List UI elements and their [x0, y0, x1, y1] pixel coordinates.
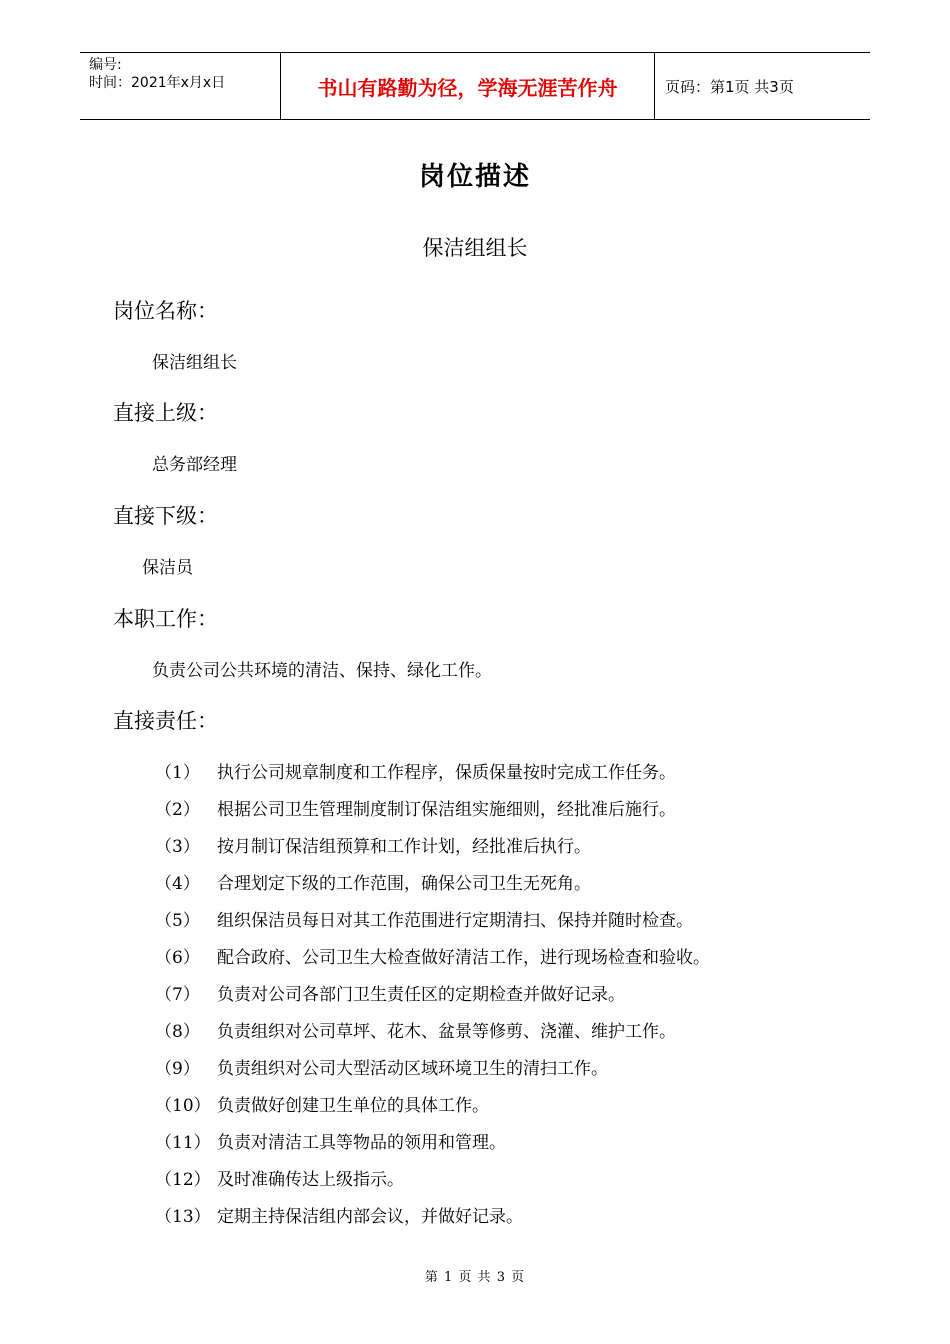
list-item — [155, 1132, 710, 1169]
list-item-text: 定期主持保洁组内部会议，并做好记录。 — [217, 1207, 523, 1227]
document-header — [80, 52, 870, 120]
serial-label: 编号: — [89, 57, 122, 73]
list-item — [155, 947, 710, 984]
list-item-text: 配合政府、公司卫生大检查做好清洁工作，进行现场检查和验收。 — [217, 948, 710, 968]
list-item-text: 合理划定下级的工作范围，确保公司卫生无死角。 — [217, 874, 591, 894]
section-heading-position-name: 岗位名称： — [113, 299, 218, 323]
time-label: 时间：2021年x月x日 — [89, 75, 226, 91]
list-item — [155, 836, 710, 873]
list-item-number: （7） — [155, 985, 200, 1005]
list-item — [155, 1095, 710, 1132]
section-heading-subordinate: 直接下级： — [113, 504, 218, 528]
list-item-number: （6） — [155, 948, 200, 968]
list-item — [155, 1169, 710, 1206]
section-body-duty: 负责公司公共环境的清洁、保持、绿化工作。 — [152, 661, 492, 681]
list-item-number: （5） — [155, 911, 200, 931]
header-page-code: 页码：第1页 共3页 — [665, 77, 794, 96]
page-subtitle: 保洁组组长 — [422, 236, 528, 260]
list-item-text: 负责做好创建卫生单位的具体工作。 — [217, 1096, 489, 1116]
list-item — [155, 1021, 710, 1058]
list-item-text: 执行公司规章制度和工作程序，保质保量按时完成工作任务。 — [217, 763, 676, 783]
list-item-text: 负责组织对公司大型活动区域环境卫生的清扫工作。 — [217, 1059, 608, 1079]
list-item — [155, 910, 710, 947]
list-item — [155, 873, 710, 910]
list-item-text: 负责组织对公司草坪、花木、盆景等修剪、浇灌、维护工作。 — [217, 1022, 676, 1042]
list-item — [155, 1206, 710, 1243]
list-item-number: （4） — [155, 874, 200, 894]
list-item-text: 根据公司卫生管理制度制订保洁组实施细则，经批准后施行。 — [217, 800, 676, 820]
section-body-superior: 总务部经理 — [152, 455, 237, 475]
page-footer: 第 1 页 共 3 页 — [424, 1270, 526, 1285]
list-item-number: （9） — [155, 1059, 200, 1079]
page-title: 岗位描述 — [418, 162, 531, 192]
responsibility-list — [155, 762, 710, 1243]
list-item-text: 按月制订保洁组预算和工作计划，经批准后执行。 — [217, 837, 591, 857]
list-item-number: （12） — [155, 1170, 211, 1190]
list-item-number: （2） — [155, 800, 200, 820]
section-heading-duty: 本职工作： — [113, 607, 218, 631]
header-meta-cell — [80, 53, 281, 119]
list-item-number: （13） — [155, 1207, 211, 1227]
list-item-number: （11） — [155, 1133, 211, 1153]
list-item-text: 及时准确传达上级指示。 — [217, 1170, 404, 1190]
section-heading-responsibilities: 直接责任： — [113, 709, 218, 733]
list-item-text: 组织保洁员每日对其工作范围进行定期清扫、保持并随时检查。 — [217, 911, 693, 931]
list-item-number: （1） — [155, 763, 200, 783]
section-heading-superior: 直接上级： — [113, 401, 218, 425]
list-item-text: 负责对公司各部门卫生责任区的定期检查并做好记录。 — [217, 985, 625, 1005]
list-item — [155, 984, 710, 1021]
list-item — [155, 799, 710, 836]
section-body-subordinate: 保洁员 — [142, 558, 193, 578]
list-item-number: （3） — [155, 837, 200, 857]
list-item — [155, 762, 710, 799]
list-item — [155, 1058, 710, 1095]
list-item-text: 负责对清洁工具等物品的领用和管理。 — [217, 1133, 506, 1153]
header-motto: 书山有路勤为径，学海无涯苦作舟 — [281, 53, 655, 119]
list-item-number: （8） — [155, 1022, 200, 1042]
list-item-number: （10） — [155, 1096, 211, 1116]
section-body-position-name: 保洁组组长 — [152, 353, 237, 373]
